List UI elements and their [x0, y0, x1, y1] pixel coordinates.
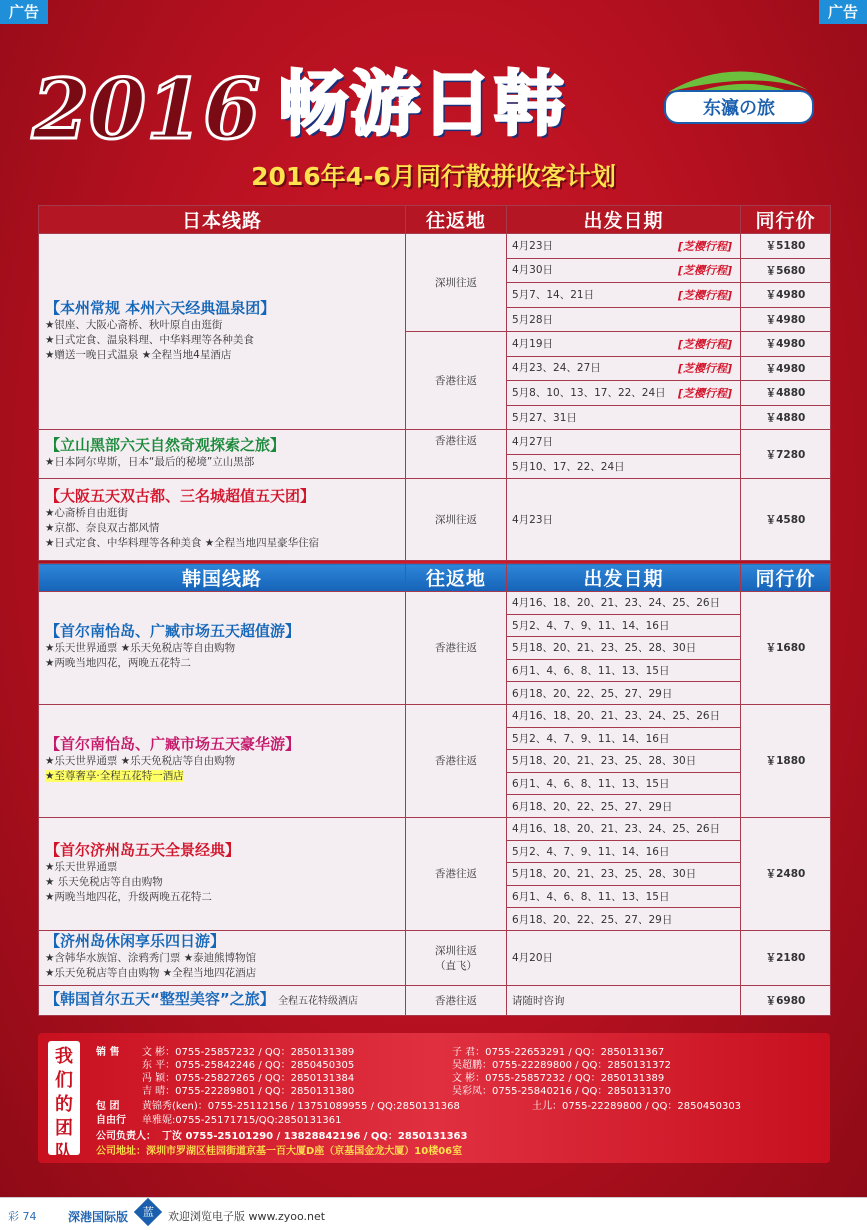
date-cell: 请随时咨询	[507, 985, 741, 1015]
date-cell: 5月7、14、21日 [芝樱行程]	[507, 283, 741, 308]
subtitle: 2016年4-6月同行散拼收客计划	[251, 162, 616, 191]
route-feature: ★日式定食、温泉料理、中华料理等各种美食	[45, 333, 254, 346]
date-cell: 4月16、18、20、21、23、24、25、26日	[507, 817, 741, 840]
route-feature: ★乐天世界通票 ★乐天免税店等自由购物	[45, 642, 236, 655]
date-cell: 4月19日 [芝樱行程]	[507, 332, 741, 357]
route-note: 全程五花特级酒店	[278, 995, 359, 1007]
date-cell: 5月2、4、7、9、11、14、16日	[507, 727, 741, 750]
website-link[interactable]: 欢迎浏览电子版 www.zyoo.net	[168, 1210, 326, 1223]
japan-table	[38, 205, 831, 561]
date-cell: 4月16、18、20、21、23、24、25、26日	[507, 704, 741, 727]
location: 香港往返	[406, 704, 507, 817]
route-tag: [芝樱行程]	[677, 337, 732, 351]
sales-contact: 吴超鹏：0755-22289800 / QQ：2850131372	[452, 1060, 672, 1071]
price: ￥4980	[741, 283, 831, 308]
manager-contact: 丁汝 0755-25101290 / 13828842196 / QQ：2850131363	[162, 1131, 468, 1142]
date-cell: 4月27日	[507, 430, 741, 455]
date-cell: 5月18、20、21、23、25、28、30日	[507, 750, 741, 773]
sales-contact: 冯 颖：0755-25827265 / QQ：2850131384	[142, 1073, 355, 1084]
route-title: 【首尔济州岛五天全景经典】	[45, 840, 241, 859]
date-cell: 5月10、17、22、24日	[507, 454, 741, 479]
route-title: 【本州常规 本州六天经典温泉团】	[45, 298, 276, 317]
route-cell	[39, 592, 406, 705]
route-title: 【立山黑部六天自然奇观探索之旅】	[45, 436, 286, 454]
date-cell: 6月18、20、22、25、27、29日	[507, 795, 741, 818]
date-cell: 5月18、20、21、23、25、28、30日	[507, 637, 741, 660]
price: ￥4980	[741, 356, 831, 381]
price: ￥1880	[741, 704, 831, 817]
location: 香港往返	[406, 430, 507, 479]
route-feature: ★ 乐天免税店等自由购物	[45, 875, 163, 888]
sales-contact: 东 平：0755-25842246 / QQ：2850450305	[142, 1060, 355, 1071]
price: ￥7280	[741, 430, 831, 479]
sales-label: 销 售	[96, 1047, 120, 1058]
route-tag: [芝樱行程]	[677, 239, 732, 253]
col-route: 韩国线路	[39, 564, 406, 592]
year-2016-logo	[28, 62, 288, 154]
route-feature: ★两晚当地四花，升级两晚五花特二	[45, 890, 212, 903]
date-cell: 4月23、24、27日 [芝樱行程]	[507, 356, 741, 381]
col-location: 往返地	[406, 206, 507, 234]
location: 香港往返	[406, 592, 507, 705]
date-cell: 5月2、4、7、9、11、14、16日	[507, 614, 741, 637]
route-cell	[39, 430, 406, 479]
route-title: 【首尔南怡岛、广臧市场五天超值游】	[45, 622, 301, 641]
date-cell: 4月20日	[507, 930, 741, 985]
price: ￥2480	[741, 817, 831, 930]
date-cell: 4月23日	[507, 479, 741, 561]
date-cell: 6月18、20、22、25、27、29日	[507, 682, 741, 705]
date-cell: 4月16、18、20、21、23、24、25、26日	[507, 592, 741, 615]
price: ￥1680	[741, 592, 831, 705]
section-badge-icon: 蓝	[134, 1198, 162, 1226]
brand-name: 东瀛の旅	[664, 90, 814, 124]
self-travel-label: 自由行	[96, 1115, 126, 1126]
col-location: 往返地	[406, 564, 507, 592]
location: 深圳往返	[406, 234, 507, 332]
route-cell	[39, 234, 406, 430]
price: ￥6980	[741, 985, 831, 1015]
price: ￥4980	[741, 307, 831, 332]
route-tag: [芝樱行程]	[677, 288, 732, 302]
ad-label-right: 广告	[819, 0, 867, 24]
self-travel-contact: 单雅妮:0755-25171715/QQ:2850131361	[142, 1115, 342, 1126]
year-text: 2016	[32, 62, 261, 154]
section-name: 深港国际版	[68, 1210, 129, 1224]
sales-contact: 子 君：0755-22653291 / QQ：2850131367	[452, 1047, 665, 1058]
price: ￥4880	[741, 405, 831, 430]
location: 深圳往返	[406, 479, 507, 561]
route-feature: ★京都、奈良双古都风情	[45, 521, 160, 534]
price: ￥4880	[741, 381, 831, 406]
korea-header-row	[39, 564, 831, 592]
location: 香港往返	[406, 985, 507, 1015]
route-cell	[39, 985, 406, 1015]
group-contact: 黄锦秀(ken)：0755-25112156 / 13751089955 / QQ:2850131368	[142, 1101, 460, 1112]
group-contact-2: 土儿：0755-22289800 / QQ：2850450303	[532, 1101, 742, 1112]
group-label: 包 团	[96, 1101, 120, 1112]
main-title: 畅游日韩	[278, 63, 566, 145]
route-highlight: ★至尊奢享·全程五花特一酒店	[45, 770, 184, 783]
price: ￥2180	[741, 930, 831, 985]
route-feature: ★心斋桥自由逛街	[45, 506, 128, 519]
date-cell: 6月1、4、6、8、11、13、15日	[507, 772, 741, 795]
date-cell: 5月27、31日	[507, 405, 741, 430]
sales-contact: 吴彩凤：0755-25840216 / QQ：2850131370	[452, 1086, 672, 1097]
route-title: 【大阪五天双古都、三名城超值五天团】	[45, 486, 316, 505]
date-cell: 5月8、10、13、17、22、24日 [芝樱行程]	[507, 381, 741, 406]
date-cell: 5月18、20、21、23、25、28、30日	[507, 863, 741, 886]
date-cell: 6月1、4、6、8、11、13、15日	[507, 659, 741, 682]
route-feature: ★两晚当地四花，两晚五花特二	[45, 657, 191, 670]
sales-contact: 文 彬：0755-25857232 / QQ：2850131389	[142, 1047, 355, 1058]
route-feature: ★乐天免税店等自由购物 ★全程当地四花酒店	[45, 967, 257, 980]
route-tag: [芝樱行程]	[677, 362, 732, 376]
team-label: 我 们 的 团 队	[48, 1041, 80, 1155]
route-title: 【首尔南怡岛、广臧市场五天豪华游】	[45, 735, 301, 754]
manager-label: 公司负责人：	[96, 1131, 156, 1142]
price: ￥5680	[741, 258, 831, 283]
route-title: 【韩国首尔五天“整型美容”之旅】	[45, 989, 275, 1008]
route-cell	[39, 704, 406, 817]
page-number: 彩 74	[8, 1210, 37, 1223]
route-feature: ★乐天世界通票	[45, 860, 118, 873]
date-cell: 4月23日 [芝樱行程]	[507, 234, 741, 259]
price: ￥5180	[741, 234, 831, 259]
route-tag: [芝樱行程]	[677, 264, 732, 278]
price: ￥4980	[741, 332, 831, 357]
col-date: 出发日期	[507, 206, 741, 234]
date-cell: 5月2、4、7、9、11、14、16日	[507, 840, 741, 863]
location: 香港往返	[406, 332, 507, 430]
location-note: （直飞）	[435, 959, 477, 972]
location: 香港往返	[406, 817, 507, 930]
route-feature: ★银座、大阪心斋桥、秋叶原自由逛街	[45, 318, 223, 331]
team-panel	[38, 1033, 830, 1163]
korea-table	[38, 563, 831, 1016]
route-feature: ★赠送一晚日式温泉 ★全程当地4星酒店	[45, 348, 232, 361]
col-route: 日本线路	[39, 206, 406, 234]
price: ￥4580	[741, 479, 831, 561]
col-date: 出发日期	[507, 564, 741, 592]
col-price: 同行价	[741, 206, 831, 234]
route-title: 【济州岛休闲享乐四日游】	[45, 932, 226, 951]
route-feature: ★日本阿尔卑斯，日本“最后的秘境”立山黑部	[45, 456, 255, 468]
route-cell	[39, 817, 406, 930]
date-cell: 6月1、4、6、8、11、13、15日	[507, 885, 741, 908]
footer	[0, 1197, 867, 1230]
route-cell	[39, 479, 406, 561]
sales-contact: 吉 晴：0755-22289801 / QQ：2850131380	[142, 1086, 355, 1097]
route-cell	[39, 930, 406, 985]
location: 深圳往返 （直飞）	[406, 930, 507, 985]
japan-header-row	[39, 206, 831, 234]
route-feature: ★含韩华水族馆、涂鸦秀门票 ★泰迪熊博物馆	[45, 952, 257, 965]
company-address: 公司地址：深圳市罗湖区桂园街道京基一百大厦D座（京基国金龙大厦）10楼06室	[96, 1146, 463, 1157]
date-cell: 5月28日	[507, 307, 741, 332]
sales-contact: 文 彬：0755-25857232 / QQ：2850131389	[452, 1073, 665, 1084]
date-cell: 6月18、20、22、25、27、29日	[507, 908, 741, 931]
route-feature: ★乐天世界通票 ★乐天免税店等自由购物	[45, 755, 236, 768]
date-cell: 4月30日 [芝樱行程]	[507, 258, 741, 283]
ad-label-left: 广告	[0, 0, 48, 24]
route-tag: [芝樱行程]	[677, 386, 732, 400]
col-price: 同行价	[741, 564, 831, 592]
route-feature: ★日式定食、中华料理等各种美食 ★全程当地四星豪华住宿	[45, 536, 320, 549]
